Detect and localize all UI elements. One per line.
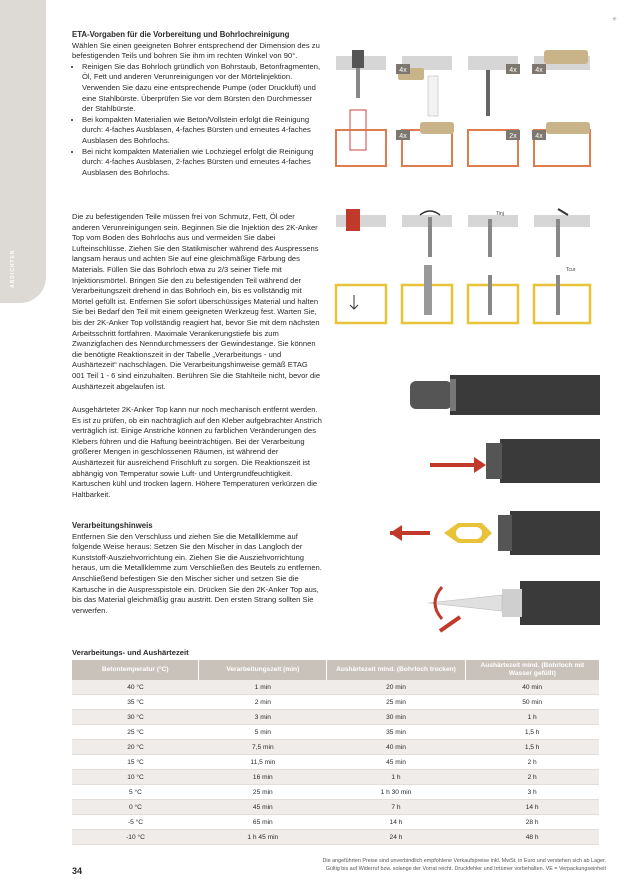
table-cell: 48 h <box>465 830 599 845</box>
table-row <box>72 815 599 830</box>
table-cell: 16 min <box>199 770 327 785</box>
table-cell: 1,5 h <box>465 740 599 755</box>
table-cell: 2 h <box>465 755 599 770</box>
table-cell: 2 h <box>465 770 599 785</box>
cartridge-preparation-illustration <box>390 365 605 640</box>
table-row <box>72 740 599 755</box>
cartridge-clip-step <box>430 439 600 483</box>
table-cell: 1 h <box>327 770 466 785</box>
table-cell: 35 °C <box>72 695 199 710</box>
section-tab-label: ABDICHTEN <box>10 249 16 288</box>
table-cell: 1 min <box>199 680 327 695</box>
table-cell: 3 h <box>465 785 599 800</box>
table-cell: 15 °C <box>72 755 199 770</box>
repeat-badge-label: 4x <box>509 67 517 74</box>
table-row <box>72 710 599 725</box>
cleaning-steps-illustration <box>330 50 600 170</box>
concrete-row <box>336 209 590 257</box>
hollow-brick-row <box>336 122 590 166</box>
brick-row <box>336 265 590 323</box>
cartridge-cap-step <box>410 375 600 415</box>
section-tab <box>0 0 46 303</box>
curing-time-table <box>72 660 599 845</box>
extraction-tool-step <box>390 511 600 555</box>
table-cell: 5 °C <box>72 785 199 800</box>
table-cell: 5 min <box>199 725 327 740</box>
footer-line: Gültig bis auf Widerruf bzw. solange der Vorrat reicht. Druckfehler und Irrtümer vorbehalten. VE = Verpackungseinheit <box>325 866 606 872</box>
eta-intro: Wählen Sie einen geeigneten Bohrer entsprechend der Dimension des zu befestigenden Teils und bohren Sie ihm im rechten Winkel von 90°. <box>72 40 320 61</box>
mixer-attach-step <box>428 581 600 631</box>
eta-bullet: • Reinigen Sie das Bohrloch gründlich von Bohrstaub, Betonfragmenten, Öl, Fett und anderen Verunreinigungen vor der Mörtelinjektion. Verwenden Sie dazu eine entsprechende Pumpe (oder Druckluft) und eine Stahlbürste. Überprüfen Sie vor dem Bürsten den Durchmesser der Stahlbürste. <box>82 62 322 115</box>
column-header: Aushärtezeit mind. (Bohrloch mit Wasser gefüllt) <box>465 660 599 680</box>
table-cell: 1 h 45 min <box>199 830 327 845</box>
repeat-badge-label: 2x <box>509 133 517 140</box>
table-cell: 10 °C <box>72 770 199 785</box>
table-cell: 2 min <box>199 695 327 710</box>
table-cell: 25 °C <box>72 725 199 740</box>
eta-bullet: • Bei nicht kompakten Materialien wie Lochziegel erfolgt die Reinigung durch: 4-faches Ausblasen, 2-faches Bürsten und erneutes 4-faches Ausblasen des Bohrlochs. <box>82 147 322 179</box>
table-cell: -5 °C <box>72 815 199 830</box>
eta-bullet: • Bei kompakten Materialien wie Beton/Vollstein erfolgt die Reinigung durch: 4-faches Ausblasen, 4-faches Bürsten und erneutes 4-faches Ausblasen des Bohrlochs. <box>82 115 322 147</box>
table-row <box>72 830 599 845</box>
table-cell: 40 min <box>327 740 466 755</box>
injection-section <box>72 212 322 392</box>
table-row <box>72 800 599 815</box>
tool-label: Tinj <box>496 211 504 217</box>
processing-text: Entfernen Sie den Verschluss und ziehen Sie die Metallklemme auf folgende Weise heraus: Setzen Sie den Mischer in das Langloch der Kunststoff-Ausziehvorrichtung ein. Ziehen Sie die Ausziehvorrichtung heraus, um die Metallklemme zum Verschließen des Beutels zu entfernen. Anschließend befestigen Sie den Mischer sicher und setzen Sie die Kartusche in die Auspresspistole ein. Drücken Sie den 2K-Anker Top aus, bis das Material gleichmäßig grau austritt. Den ersten Strang sollten Sie verwerfen. <box>72 531 322 615</box>
repeat-badge-label: 4x <box>535 133 543 140</box>
table-cell: 11,5 min <box>199 755 327 770</box>
table-row <box>72 695 599 710</box>
drill-step <box>336 50 386 150</box>
table-cell: 7 h <box>327 800 466 815</box>
table-cell: 40 min <box>465 680 599 695</box>
injection-text: Die zu befestigenden Teile müssen frei von Schmutz, Fett, Öl oder anderen Verunreinigungen sein. Beginnen Sie die Injektion des 2K-Anker Top vom Boden des Bohrlochs aus und vermeiden Sie dabei Lufteinschlüsse. Ziehen Sie den Statikmischer während des Auspressens langsam heraus und achten Sie auf eine gleichmäßige Färbung des Materials. Füllen Sie das Bohrloch etwa zu 2/3 seiner Tiefe mit Injektionsmörtel. Bringen Sie den zu befestigenden Teil während der Verarbeitungszeit drehend in das Bohrloch ein, bis es vollständig mit Mörtel gefüllt ist. Entfernen Sie sofort überschüssiges Material und halten Sie bei Bedarf den Teil mit einem geeigneten Werkzeug fest. Warten Sie, bis der 2K-Anker Top vollständig reagiert hat, bevor Sie mit dem nächsten Arbeitsschritt fortfahren. Maximale Verankerungstiefe bis zum Zwanzigfachen des Nenndurchmessers der Gewindestange. Sie können die benötigte Reaktionszeit in der Tabelle „Verarbeitungs - und Aushärtezeit“ nachschlagen. Die Verarbeitungshinweise gemäß ETAG 001 Teil 1 - 6 sind einzuhalten. Berühren Sie die Stahlteile nicht, bevor die Aushärtezeit abgelaufen ist. <box>72 212 321 391</box>
footer-line: Die angeführten Preise sind unverbindlich empfohlene Verkaufspreise inkl. MwSt. in Euro und verstehen sich ab Lager. <box>322 858 606 864</box>
table-cell: 28 h <box>465 815 599 830</box>
table-cell: 30 °C <box>72 710 199 725</box>
cured-text: Ausgehärteter 2K-Anker Top kann nur noch mechanisch entfernt werden. Es ist zu prüfen, ob ein nachträglich auf den Kleber aufgebrachter Anstrich verträglich ist. Einige Anstriche können zu farblichen Veränderungen des Klebers führen und die Haftung beeinträchtigen. Bei der Verarbeitung größerer Mengen in geschlossenen Räumen, ist während der Aushärtezeit für ausreichend Frischluft zu sorgen. Die Reaktionszeit ist abhängig von Temperatur sowie Luft- und Untergrundfeuchtigkeit. Kartuschen kühl und trocken lagern. Höhere Temperaturen verkürzen die Haltbarkeit. <box>72 405 322 499</box>
table-cell: 65 min <box>199 815 327 830</box>
table-cell: 25 min <box>327 695 466 710</box>
table-row <box>72 680 599 695</box>
table-cell: -10 °C <box>72 830 199 845</box>
processing-section <box>72 521 322 616</box>
repeat-badge-label: 4x <box>399 133 407 140</box>
column-header: Aushärtezeit mind. (Bohrloch trocken) <box>327 660 466 680</box>
repeat-badge-label: 4x <box>535 67 543 74</box>
page-number: 34 <box>72 866 83 876</box>
cured-section <box>72 405 322 500</box>
column-header: Betontemperatur (°C) <box>72 660 199 680</box>
table-cell: 50 min <box>465 695 599 710</box>
table-cell: 25 min <box>199 785 327 800</box>
eta-section <box>72 30 322 178</box>
table-row <box>72 785 599 800</box>
table-cell: 20 °C <box>72 740 199 755</box>
processing-title: Verarbeitungshinweis <box>72 521 153 530</box>
table-cell: 1 h 30 min <box>327 785 466 800</box>
table-cell: 30 min <box>327 710 466 725</box>
column-header: Verarbeitungszeit (min) <box>199 660 327 680</box>
table-cell: 1 h <box>465 710 599 725</box>
table-cell: 14 h <box>327 815 466 830</box>
table-cell: 3 min <box>199 710 327 725</box>
table-cell: 45 min <box>199 800 327 815</box>
table-cell: 24 h <box>327 830 466 845</box>
table-cell: 20 min <box>327 680 466 695</box>
eta-bullets <box>72 62 322 179</box>
blow-step-top <box>396 56 452 116</box>
table-title: Verarbeitungs- und Aushärtezeit <box>72 648 189 657</box>
table-cell: 7,5 min <box>199 740 327 755</box>
table-cell: 40 °C <box>72 680 199 695</box>
table-body <box>72 680 599 845</box>
eta-title: ETA-Vorgaben für die Vorbereitung und Bohrlochreinigung <box>72 30 290 39</box>
table-row <box>72 770 599 785</box>
page-corner-mark: ✳ <box>612 17 618 23</box>
tool-label: Tcur <box>566 267 576 273</box>
footer-disclaimer <box>296 857 606 873</box>
table-header-row <box>72 660 599 680</box>
table-cell: 0 °C <box>72 800 199 815</box>
table-row <box>72 725 599 740</box>
blow-again-step-top <box>532 50 590 74</box>
brush-step-top <box>468 56 520 116</box>
anchoring-steps-illustration <box>330 205 600 340</box>
table-row <box>72 755 599 770</box>
table-cell: 1,5 h <box>465 725 599 740</box>
table-cell: 35 min <box>327 725 466 740</box>
table-cell: 14 h <box>465 800 599 815</box>
repeat-badge-label: 4x <box>399 67 407 74</box>
table-cell: 45 min <box>327 755 466 770</box>
